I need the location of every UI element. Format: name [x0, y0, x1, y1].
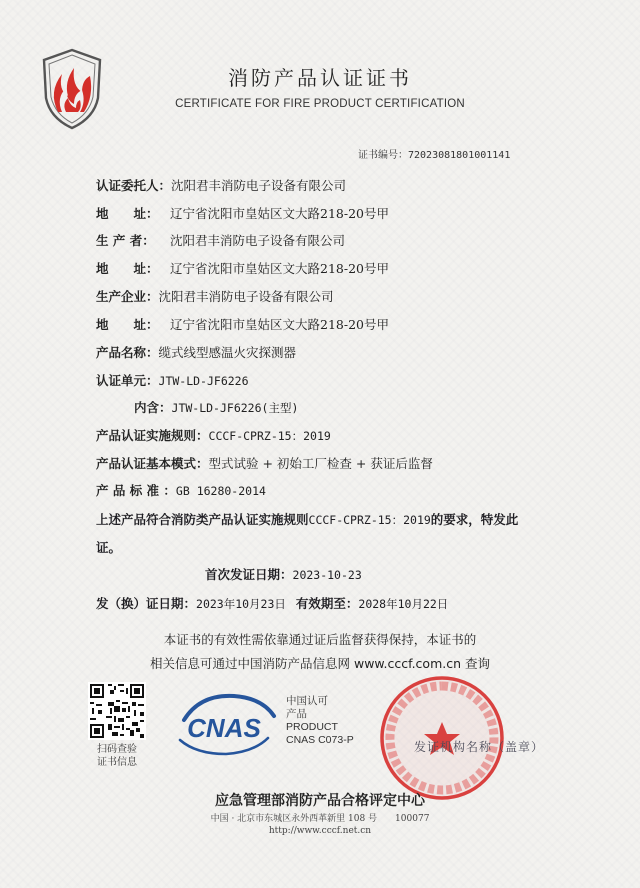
title-en: CERTIFICATE FOR FIRE PRODUCT CERTIFICATION [175, 98, 465, 110]
conclusion-text-2: 的要求，特发此证。 [96, 512, 519, 555]
field-value: 辽宁省沈阳市皇姑区文大路218-20号甲 [170, 206, 389, 221]
field-product-name [96, 343, 296, 361]
field-applicant-address [96, 204, 389, 222]
field-label: 地 址： [96, 206, 159, 221]
field-value: 辽宁省沈阳市皇姑区文大路218-20号甲 [170, 317, 389, 332]
field-factory-address [96, 315, 389, 333]
accreditation-line-2: 产品 [286, 708, 307, 720]
conclusion-rule-code: CCCF-CPRZ-15：2019 [308, 513, 431, 527]
issuer-address: 中国 · 北京市东城区永外西革新里 108 号 100077 [210, 814, 430, 824]
field-factory [96, 287, 334, 305]
field-manufacturer-address [96, 259, 389, 277]
notice-line-2: 相关信息可通过中国消防产品信息网 www.cccf.com.cn 查询 [150, 656, 490, 671]
qr-code-icon[interactable] [88, 682, 146, 740]
valid-until-value: 2028年10月22日 [358, 597, 449, 611]
field-certification-mode [96, 454, 433, 472]
field-manufacturer [96, 231, 345, 249]
field-label: 地 址： [96, 261, 159, 276]
field-value: 型式试验 + 初始工厂检查 + 获证后监督 [208, 456, 433, 471]
first-issue-label: 首次发证日期： [205, 567, 293, 582]
validity-notice [96, 628, 544, 676]
first-issue-date [205, 565, 362, 583]
valid-until-label: 有效期至： [295, 596, 359, 611]
field-label: 生 产 者： [96, 233, 155, 248]
field-label: 内含： [134, 400, 172, 415]
issue-validity-dates [96, 594, 448, 612]
title-cn: 消防产品认证证书 [228, 66, 412, 90]
issue-date-label: 发（换）证日期： [96, 596, 197, 611]
qr-caption-line-2: 证书信息 [97, 757, 137, 768]
field-value: 沈阳君丰消防电子设备有限公司 [170, 233, 346, 248]
field-value: 辽宁省沈阳市皇姑区文大路218-20号甲 [170, 261, 389, 276]
accreditation-line-1: 中国认可 [286, 695, 328, 707]
field-label: 产品认证实施规则： [96, 428, 209, 443]
qr-caption-line-1: 扫码查验 [97, 744, 137, 755]
first-issue-value: 2023-10-23 [292, 568, 362, 582]
issuing-authority-signature-label: 发证机构名称（盖章） [414, 740, 545, 754]
field-value: 沈阳君丰消防电子设备有限公司 [158, 289, 334, 304]
field-label: 地 址： [96, 317, 159, 332]
field-product-standard [96, 481, 266, 499]
notice-line-1: 本证书的有效性需依靠通过证后监督获得保持，本证书的 [163, 632, 477, 647]
field-certification-unit [96, 371, 249, 389]
field-implementation-rule [96, 426, 331, 444]
field-value: CCCF-CPRZ-15：2019 [208, 429, 331, 443]
certificate-number [358, 146, 510, 161]
field-value: GB 16280-2014 [175, 484, 266, 498]
accreditation-line-4: CNAS C073-P [286, 734, 354, 746]
field-label: 认证单元： [96, 373, 159, 388]
field-value: JTW-LD-JF6226(主型) [171, 401, 299, 415]
field-label: 生产企业： [96, 289, 159, 304]
field-label: 产品认证基本模式： [96, 456, 209, 471]
issuing-authority: 应急管理部消防产品合格评定中心 [215, 793, 425, 809]
field-contains [134, 398, 298, 416]
qr-code-caption [84, 743, 150, 769]
field-applicant [96, 176, 346, 194]
field-value: JTW-LD-JF6226 [158, 374, 249, 388]
issue-date-value: 2023年10月23日 [196, 597, 286, 611]
field-value: 缆式线型感温火灾探测器 [158, 345, 297, 360]
accreditation-line-3: PRODUCT [286, 721, 338, 733]
certificate-number-label: 证书编号： [358, 150, 408, 161]
cnas-logo [170, 690, 278, 760]
field-label: 认证委托人： [96, 178, 172, 193]
certificate-number-value: 72023081801001141 [408, 150, 511, 161]
field-label: 产品名称： [96, 345, 159, 360]
accreditation-info [286, 695, 354, 747]
field-value: 沈阳君丰消防电子设备有限公司 [171, 178, 347, 193]
certification-conclusion [96, 506, 542, 562]
conclusion-text-1: 上述产品符合消防类产品认证实施规则 [96, 512, 309, 527]
issuer-website-link[interactable]: http://www.cccf.net.cn [268, 826, 372, 836]
cnas-logo-text: CNAS [187, 713, 261, 743]
field-label: 产 品 标 准 ： [96, 483, 176, 498]
